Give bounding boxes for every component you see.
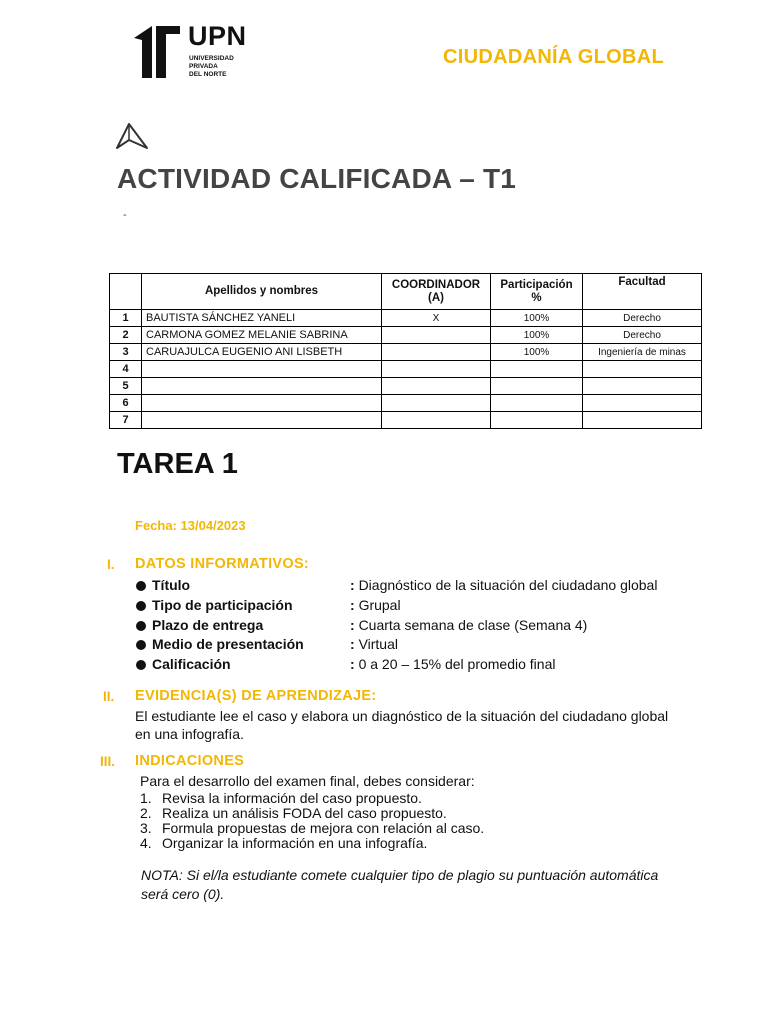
row-participation [491, 395, 583, 412]
section-3-number: III. [100, 754, 116, 769]
list-item: 1. Revisa la información del caso propuesto. [140, 790, 422, 806]
row-participation: 100% [491, 344, 583, 361]
row-name: BAUTISTA SÁNCHEZ YANELI [142, 310, 382, 327]
section-1-number: I. [107, 557, 115, 572]
info-item-grading: Calificación : 0 a 20 – 15% del promedio final [136, 656, 555, 676]
row-coordinator [382, 395, 491, 412]
list-item: 4. Organizar la información en una infografía. [140, 835, 428, 851]
row-coordinator [382, 378, 491, 395]
row-coordinator [382, 344, 491, 361]
row-faculty [583, 378, 702, 395]
section-2-title: EVIDENCIA(S) DE APRENDIZAJE: [135, 688, 377, 704]
table-row [110, 412, 702, 429]
row-number: 4 [110, 361, 142, 378]
row-faculty [583, 412, 702, 429]
course-name: CIUDADANÍA GLOBAL [443, 46, 665, 68]
row-number: 1 [110, 310, 142, 327]
row-name [142, 361, 382, 378]
row-coordinator: X [382, 310, 491, 327]
subtitle-dash: - [123, 209, 127, 221]
row-faculty: Derecho [583, 327, 702, 344]
section-3-title: INDICACIONES [135, 753, 245, 769]
row-participation [491, 412, 583, 429]
row-participation [491, 361, 583, 378]
list-item: 3. Formula propuestas de mejora con relación al caso. [140, 820, 485, 836]
row-coordinator [382, 412, 491, 429]
page-title: ACTIVIDAD CALIFICADA – T1 [117, 163, 517, 194]
task-date: Fecha: 13/04/2023 [135, 518, 246, 533]
header-name: Apellidos y nombres [142, 274, 382, 310]
team-table [109, 273, 702, 429]
info-item-medium: Medio de presentación : Virtual [136, 636, 398, 656]
table-row [110, 378, 702, 395]
row-name: CARUAJULCA EUGENIO ANI LISBETH [142, 344, 382, 361]
table-row [110, 327, 702, 344]
row-number: 2 [110, 327, 142, 344]
plagiarism-note: NOTA: Si el/la estudiante comete cualquier tipo de plagio su puntuación automática será cero (0). [141, 867, 659, 902]
row-name [142, 378, 382, 395]
row-name [142, 395, 382, 412]
header-number [110, 274, 142, 310]
row-number: 5 [110, 378, 142, 395]
row-name [142, 412, 382, 429]
row-number: 3 [110, 344, 142, 361]
bullet-icon [136, 660, 146, 670]
row-participation [491, 378, 583, 395]
bullet-icon [136, 601, 146, 611]
info-item-deadline: Plazo de entrega : Cuarta semana de clase (Semana 4) [136, 617, 587, 637]
bullet-icon [136, 640, 146, 650]
logo-text: UPN [188, 21, 247, 51]
row-participation: 100% [491, 310, 583, 327]
task-heading: TAREA 1 [117, 448, 238, 480]
upn-logo-icon [132, 24, 182, 80]
table-header-row [110, 274, 702, 310]
table-row [110, 310, 702, 327]
table-row [110, 395, 702, 412]
table-row [110, 361, 702, 378]
row-participation: 100% [491, 327, 583, 344]
section-2-number: II. [103, 689, 115, 704]
navigation-arrow-icon [115, 122, 149, 150]
section-3-intro: Para el desarrollo del examen final, debes considerar: [140, 773, 475, 789]
row-coordinator [382, 361, 491, 378]
row-faculty: Ingeniería de minas [583, 344, 702, 361]
header-participation: Participación % [491, 274, 583, 310]
row-number: 6 [110, 395, 142, 412]
info-item-title: Título : Diagnóstico de la situación del ciudadano global [136, 577, 657, 597]
row-number: 7 [110, 412, 142, 429]
header-coordinator: COORDINADOR (A) [382, 274, 491, 310]
list-item: 2. Realiza un análisis FODA del caso propuesto. [140, 805, 447, 821]
logo-university-name: UNIVERSIDAD PRIVADA DEL NORTE [189, 55, 234, 78]
row-faculty: Derecho [583, 310, 702, 327]
section-2-text-line-1: El estudiante lee el caso y elabora un diagnóstico de la situación del ciudadano global [135, 708, 669, 724]
bullet-icon [136, 621, 146, 631]
row-coordinator [382, 327, 491, 344]
row-name: CARMONA GOMEZ MELANIE SABRINA [142, 327, 382, 344]
header-faculty: Facultad [583, 274, 702, 310]
info-item-participation: Tipo de participación : Grupal [136, 597, 401, 617]
row-faculty [583, 361, 702, 378]
row-faculty [583, 395, 702, 412]
section-2-text-line-2: en una infografía. [135, 726, 244, 742]
table-row [110, 344, 702, 361]
bullet-icon [136, 581, 146, 591]
section-1-title: DATOS INFORMATIVOS: [135, 556, 310, 572]
